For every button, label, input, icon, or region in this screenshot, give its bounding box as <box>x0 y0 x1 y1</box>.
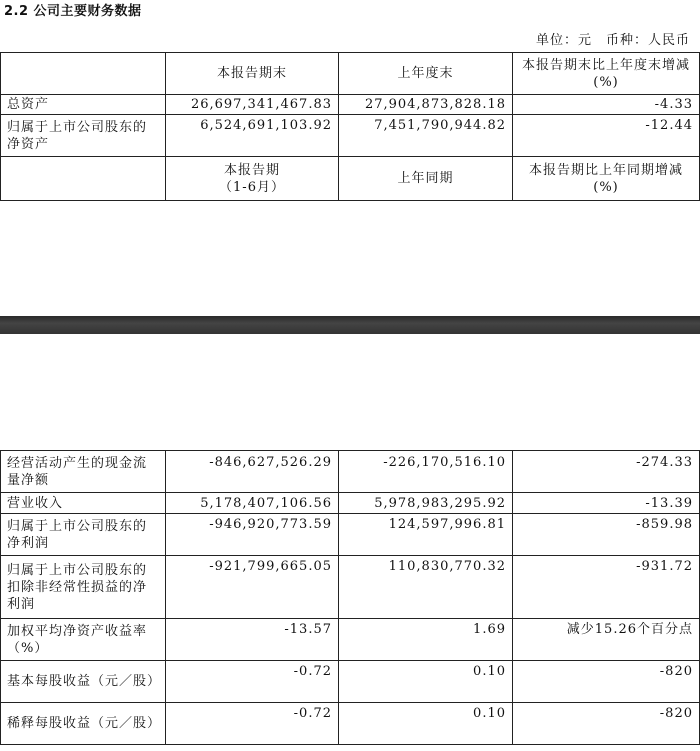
header-cell-empty <box>1 53 166 95</box>
row-label: 经营活动产生的现金流量净额 <box>1 451 166 493</box>
row-value-current: -13.57 <box>166 619 339 661</box>
row-value-current: -846,627,526.29 <box>166 451 339 493</box>
row-value-current: -946,920,773.59 <box>166 514 339 556</box>
row-value-current: -0.72 <box>166 661 339 703</box>
row-label: 营业收入 <box>1 493 166 514</box>
header-last-year-end: 上年度末 <box>339 53 513 95</box>
row-value-change: -13.39 <box>513 493 700 514</box>
balance-table <box>0 52 700 201</box>
section-title: 2.2 公司主要财务数据 <box>4 4 142 19</box>
row-label: 总资产 <box>1 95 166 115</box>
row-value-prior: 27,904,873,828.18 <box>339 95 513 115</box>
row-value-prior: 7,451,790,944.82 <box>339 115 513 157</box>
table-row <box>1 661 700 703</box>
row-value-current: -0.72 <box>166 703 339 745</box>
table-row <box>1 619 700 661</box>
table-header-row <box>1 53 700 95</box>
table-header-row-2 <box>1 157 700 201</box>
row-label: 基本每股收益（元／股） <box>1 661 166 703</box>
row-label: 归属于上市公司股东的扣除非经常性损益的净利润 <box>1 556 166 619</box>
table-row <box>1 703 700 745</box>
row-value-change: 减少15.26个百分点 <box>513 619 700 661</box>
header-period: 本报告期 （1-6月） <box>166 157 339 201</box>
blank-area <box>0 334 700 450</box>
header-change-pct: 本报告期末比上年度末增减(%) <box>513 53 700 95</box>
table-row <box>1 115 700 157</box>
row-value-current: 5,178,407,106.56 <box>166 493 339 514</box>
header-cell-empty <box>1 157 166 201</box>
row-label: 加权平均净资产收益率（%） <box>1 619 166 661</box>
row-value-change: -820 <box>513 703 700 745</box>
table-row <box>1 556 700 619</box>
row-value-current: -921,799,665.05 <box>166 556 339 619</box>
row-value-prior: 110,830,770.32 <box>339 556 513 619</box>
table-row <box>1 451 700 493</box>
row-value-current: 6,524,691,103.92 <box>166 115 339 157</box>
unit-currency-line: 单位：元 币种：人民币 <box>535 33 690 48</box>
row-value-prior: 5,978,983,295.92 <box>339 493 513 514</box>
page-divider-band <box>0 316 700 334</box>
income-table <box>0 450 700 745</box>
table-row <box>1 514 700 556</box>
row-label: 归属于上市公司股东的净资产 <box>1 115 166 157</box>
row-value-prior: 0.10 <box>339 661 513 703</box>
row-value-prior: 124,597,996.81 <box>339 514 513 556</box>
row-value-current: 26,697,341,467.83 <box>166 95 339 115</box>
table-row <box>1 493 700 514</box>
row-value-prior: -226,170,516.10 <box>339 451 513 493</box>
table-row <box>1 95 700 115</box>
row-label: 归属于上市公司股东的净利润 <box>1 514 166 556</box>
header-change-yoy: 本报告期比上年同期增减(%) <box>513 157 700 201</box>
row-value-prior: 1.69 <box>339 619 513 661</box>
row-value-change: -4.33 <box>513 95 700 115</box>
row-value-change: -274.33 <box>513 451 700 493</box>
row-value-change: -12.44 <box>513 115 700 157</box>
row-value-change: -931.72 <box>513 556 700 619</box>
blank-area <box>0 202 700 316</box>
row-value-change: -859.98 <box>513 514 700 556</box>
row-value-change: -820 <box>513 661 700 703</box>
header-same-period-last-year: 上年同期 <box>339 157 513 201</box>
row-value-prior: 0.10 <box>339 703 513 745</box>
row-label: 稀释每股收益（元／股） <box>1 703 166 745</box>
header-period-end: 本报告期末 <box>166 53 339 95</box>
